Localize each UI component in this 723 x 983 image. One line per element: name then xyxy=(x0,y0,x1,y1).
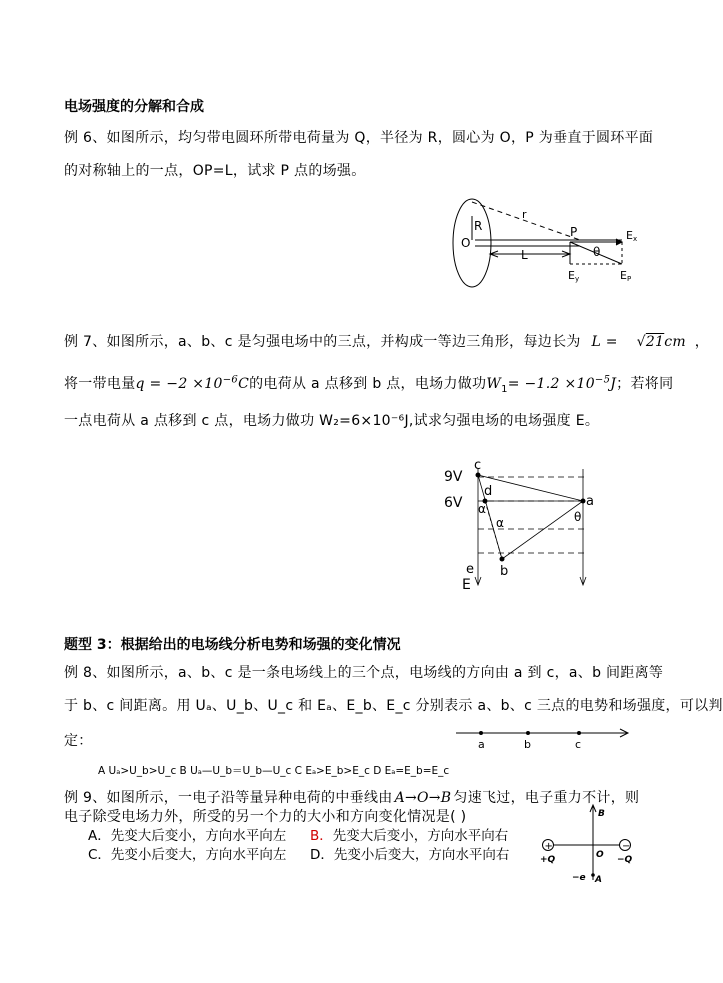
example-7-line-2-mid: 的电荷从 a 点移到 b 点，电场力做功 xyxy=(249,376,487,392)
fig9-label-A: A xyxy=(595,875,602,885)
fig8-label-c: c xyxy=(575,738,582,751)
work-exponent: −5 xyxy=(594,374,611,386)
point-c xyxy=(577,731,581,735)
point-b xyxy=(500,557,505,562)
work-subscript: 1 xyxy=(501,383,508,395)
fig6-label-theta: θ xyxy=(593,245,601,259)
point-a xyxy=(581,499,586,504)
side-ca xyxy=(478,475,583,501)
work-symbol: W xyxy=(486,376,502,392)
charged-ring xyxy=(453,199,491,287)
fig7-label-E: E xyxy=(462,577,471,593)
example-9-line-1-end: 匀速飞过，电子重力不计，则 xyxy=(453,790,640,806)
fig9-label-O: O xyxy=(596,850,604,860)
example-9-option-C: C．先变小后变大，方向水平向左 xyxy=(88,847,287,863)
charge-unit: C xyxy=(238,376,250,392)
example-9-line-1-start: 例 9、如图所示，一电子沿等量异种电荷的中垂线由 xyxy=(64,790,393,806)
example-9-option-B-text: 先变大后变小，方向水平向右 xyxy=(332,828,509,844)
L-equals: L = xyxy=(591,334,618,350)
work-expression: = −1.2 ×10 xyxy=(507,376,595,392)
fig7-label-b: b xyxy=(500,564,509,579)
fig6-label-Ey-sub: y xyxy=(574,275,580,283)
triangle-field-figure xyxy=(438,455,598,595)
fig9-label-minusQ: −Q xyxy=(617,855,633,865)
side-ba xyxy=(502,501,583,559)
fig7-label-alpha-2: α xyxy=(496,516,504,530)
sqrt-argument: 21 xyxy=(645,334,665,350)
section-heading-type-3: 题型 3：根据给出的电场线分析电势和场强的变化情况 xyxy=(64,637,401,653)
fig6-label-Ep-sub: P xyxy=(626,275,632,283)
fig6-label-P: P xyxy=(570,225,578,239)
field-line-figure xyxy=(456,724,636,752)
fig8-label-b: b xyxy=(524,738,531,751)
example-7-line-1: 例 7、如图所示，a、b、c 是匀强电场中的三点，并构成一等边三角形，每边长为 xyxy=(64,334,581,350)
example-7-line-2-end: ；若将同 xyxy=(616,376,674,392)
example-9-option-D: D．先变小后变大，方向水平向右 xyxy=(310,847,510,863)
svg-text:Ey xyxy=(568,269,579,283)
ring-field-figure xyxy=(450,198,680,293)
example-8-options: A Uₐ>U_b>U_c B Uₐ—U_b＝U_b—U_c C Eₐ>E_b>E_c D Eₐ=E_b=E_c xyxy=(98,765,450,777)
fig9-label-B: B xyxy=(598,809,605,819)
fig6-label-Ex-sub: x xyxy=(632,235,638,243)
fig6-label-Ey: E xyxy=(568,269,575,282)
length-unit: cm xyxy=(664,334,686,350)
fig7-label-theta: θ xyxy=(574,510,582,524)
minus-sign: − xyxy=(622,841,631,852)
fig7-label-alpha-1: α xyxy=(478,502,486,516)
fig7-label-d: d xyxy=(484,484,493,499)
section-heading-field-strength: 电场强度的分解和合成 xyxy=(64,99,204,115)
fig9-label-electron: −e xyxy=(572,873,586,883)
fig9-label-plusQ: +Q xyxy=(540,855,556,865)
fig6-label-O: O xyxy=(461,236,471,250)
example-9-line-2: 电子除受电场力外，所受的另一个力的大小和方向变化情况是( ) xyxy=(64,809,467,825)
svg-text:Ex xyxy=(626,229,637,243)
example-6-line-1: 例 6、如图所示，均匀带电圆环所带电荷量为 Q，半径为 R，圆心为 O，P 为垂直于圆环平面 xyxy=(64,130,654,146)
point-c xyxy=(476,473,481,478)
fig7-label-9V: 9V xyxy=(444,469,463,485)
example-8-line-1: 例 8、如图所示，a、b、c 是一条电场线上的三个点，电场线的方向由 a 到 c，a、b 间距离等 xyxy=(64,665,664,681)
example-9-option-B: B．先变大后变小，方向水平向右 xyxy=(310,828,509,844)
point-a xyxy=(479,731,483,735)
fig6-label-r: r xyxy=(522,208,527,221)
example-7-line-3: 一点电荷从 a 点移到 c 点，电场力做功 W₂=6×10⁻⁶J,试求匀强电场的电场强度 E。 xyxy=(64,413,600,429)
point-b xyxy=(526,731,530,735)
example-8-line-3: 定： xyxy=(64,733,93,749)
example-6-line-2: 的对称轴上的一点，OP=L，试求 P 点的场强。 xyxy=(64,163,366,179)
fig8-label-a: a xyxy=(478,738,485,751)
example-8-line-2: 于 b、c 间距离。用 Uₐ、U_b、U_c 和 Eₐ、E_b、E_c 分别表示 a、b、c 三点的电势和场强度，可以判 xyxy=(64,698,723,714)
fig7-label-c: c xyxy=(474,458,482,473)
charge-expression: q = −2 ×10 xyxy=(135,376,223,392)
fig6-label-L: L xyxy=(521,248,528,262)
sqrt-expression: √21cm xyxy=(636,334,686,350)
svg-text:EP xyxy=(620,269,631,283)
electron-path: A→O→B xyxy=(394,790,452,806)
dipole-figure xyxy=(538,800,638,884)
fig6-label-R: R xyxy=(474,219,483,233)
plus-sign: + xyxy=(544,841,553,852)
fig7-label-e: e xyxy=(466,562,474,577)
fig7-label-6V: 6V xyxy=(444,495,463,511)
fig6-label-Ep: E xyxy=(620,269,627,282)
example-9-option-A: A．先变大后变小，方向水平向左 xyxy=(88,828,287,844)
comma: ， xyxy=(694,334,710,350)
fig6-label-Ex: E xyxy=(626,229,633,242)
fig7-label-a: a xyxy=(586,494,594,509)
charge-exponent: −6 xyxy=(222,374,239,386)
example-7-line-2-start: 将一带电量 xyxy=(64,376,136,392)
work-unit: J xyxy=(610,376,617,392)
